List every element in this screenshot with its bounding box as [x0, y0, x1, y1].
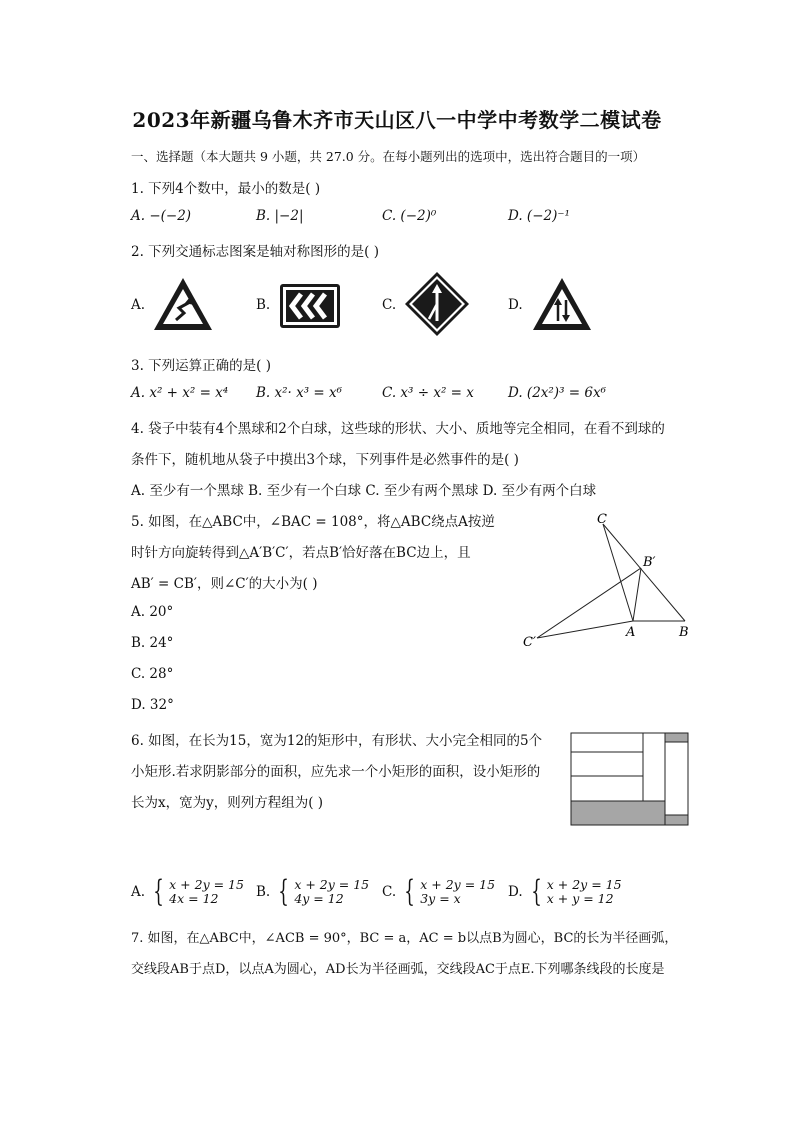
sign-a-zigzag-warning-icon: [152, 276, 214, 332]
q5-label-c-prime: C′: [523, 635, 536, 650]
sign-c-merge-diamond-icon: [404, 271, 470, 337]
q6-option-b: B. { x + 2y = 15 4y = 12: [256, 874, 370, 909]
q5-label-c: C: [597, 512, 607, 527]
q6-d-eq1: x + 2y = 15: [546, 877, 622, 892]
q7-line-2: 交线段AB于点D，以点A为圆心，AD长为半径画弧，交线段AC于点E.下列哪条线段的长度是: [131, 962, 665, 977]
sign-b-chevron-icon: [279, 283, 341, 329]
q5-option-c: C. 28°: [131, 666, 174, 682]
q5-line-2: 时针方向旋转得到△A′B′C′，若点B′恰好落在BC边上，且: [131, 545, 471, 561]
q4-line-2: 条件下，随机地从袋子中摸出3个球，下列事件是必然事件的是( ): [131, 452, 519, 468]
q1-option-d: D. (−2)⁻¹: [508, 208, 570, 224]
q2-option-d: D.: [508, 297, 523, 313]
q5-label-a: A: [626, 625, 636, 640]
q3-stem: 3. 下列运算正确的是( ): [131, 358, 271, 374]
q5-option-a: A. 20°: [131, 604, 174, 620]
q5-line-3: AB′ = CB′，则∠C′的大小为( ): [131, 576, 318, 592]
q6-a-eq1: x + 2y = 15: [169, 877, 244, 892]
sign-d-two-way-warning-icon: [531, 276, 593, 332]
q6-a-eq2: 4x = 12: [169, 891, 219, 906]
q6-option-d: D. { x + 2y = 15 x + y = 12: [508, 874, 622, 909]
q2-option-a: A.: [131, 297, 146, 313]
q6-line-3: 长为x，宽为y，则列方程组为( ): [131, 795, 324, 811]
q1-option-c: C. (−2)⁰: [382, 208, 437, 224]
q6-b-eq1: x + 2y = 15: [294, 877, 370, 892]
q5-line-1: 5. 如图，在△ABC中，∠BAC = 108°，将△ABC绕点A按逆: [131, 514, 495, 530]
section-heading: 一、选择题（本大题共 9 小题，共 27.0 分。在每小题列出的选项中，选出符合题目的一项）: [131, 149, 646, 164]
page-title: 2023年新疆乌鲁木齐市天山区八一中学中考数学二模试卷: [132, 108, 662, 132]
q3-option-a: A. x² + x² = x⁴: [131, 385, 229, 401]
q5-option-b: B. 24°: [131, 635, 174, 651]
q3-option-c: C. x³ ÷ x² = x: [382, 385, 474, 401]
q1-stem: 1. 下列4个数中，最小的数是( ): [131, 181, 321, 197]
q6-c-eq1: x + 2y = 15: [420, 877, 496, 892]
q6-option-c: C. { x + 2y = 15 3y = x: [382, 874, 496, 909]
q7-line-1: 7. 如图，在△ABC中，∠ACB = 90°，BC = a，AC = b以点B为圆心，BC的长为半径画弧，: [131, 931, 678, 946]
q5-label-b-prime: B′: [643, 555, 656, 570]
q2-stem: 2. 下列交通标志图案是轴对称图形的是( ): [131, 244, 379, 260]
q5-option-d: D. 32°: [131, 697, 174, 713]
q1-option-b: B. |−2|: [256, 208, 304, 224]
q6-b-eq2: 4y = 12: [294, 891, 344, 906]
q5-rotation-figure: [515, 508, 700, 653]
q5-label-b: B: [679, 625, 689, 640]
q2-option-b: B.: [256, 297, 271, 313]
q6-rectangle-figure: [569, 731, 691, 827]
q2-option-c: C.: [382, 297, 397, 313]
q6-c-eq2: 3y = x: [420, 891, 461, 906]
q3-option-b: B. x²· x³ = x⁶: [256, 385, 343, 401]
q6-line-2: 小矩形.若求阴影部分的面积，应先求一个小矩形的面积，设小矩形的: [131, 764, 541, 780]
q6-line-1: 6. 如图，在长为15，宽为12的矩形中，有形状、大小完全相同的5个: [131, 733, 543, 749]
q6-d-eq2: x + y = 12: [546, 891, 614, 906]
q1-option-a: A. −(−2): [131, 208, 192, 224]
q6-option-a: A. { x + 2y = 15 4x = 12: [131, 874, 244, 909]
q4-options: A. 至少有一个黑球 B. 至少有一个白球 C. 至少有两个黑球 D. 至少有两个白球: [131, 483, 597, 499]
q3-option-d: D. (2x²)³ = 6x⁶: [508, 385, 606, 401]
q4-line-1: 4. 袋子中装有4个黑球和2个白球，这些球的形状、大小、质地等完全相同，在看不到球的: [131, 421, 665, 437]
